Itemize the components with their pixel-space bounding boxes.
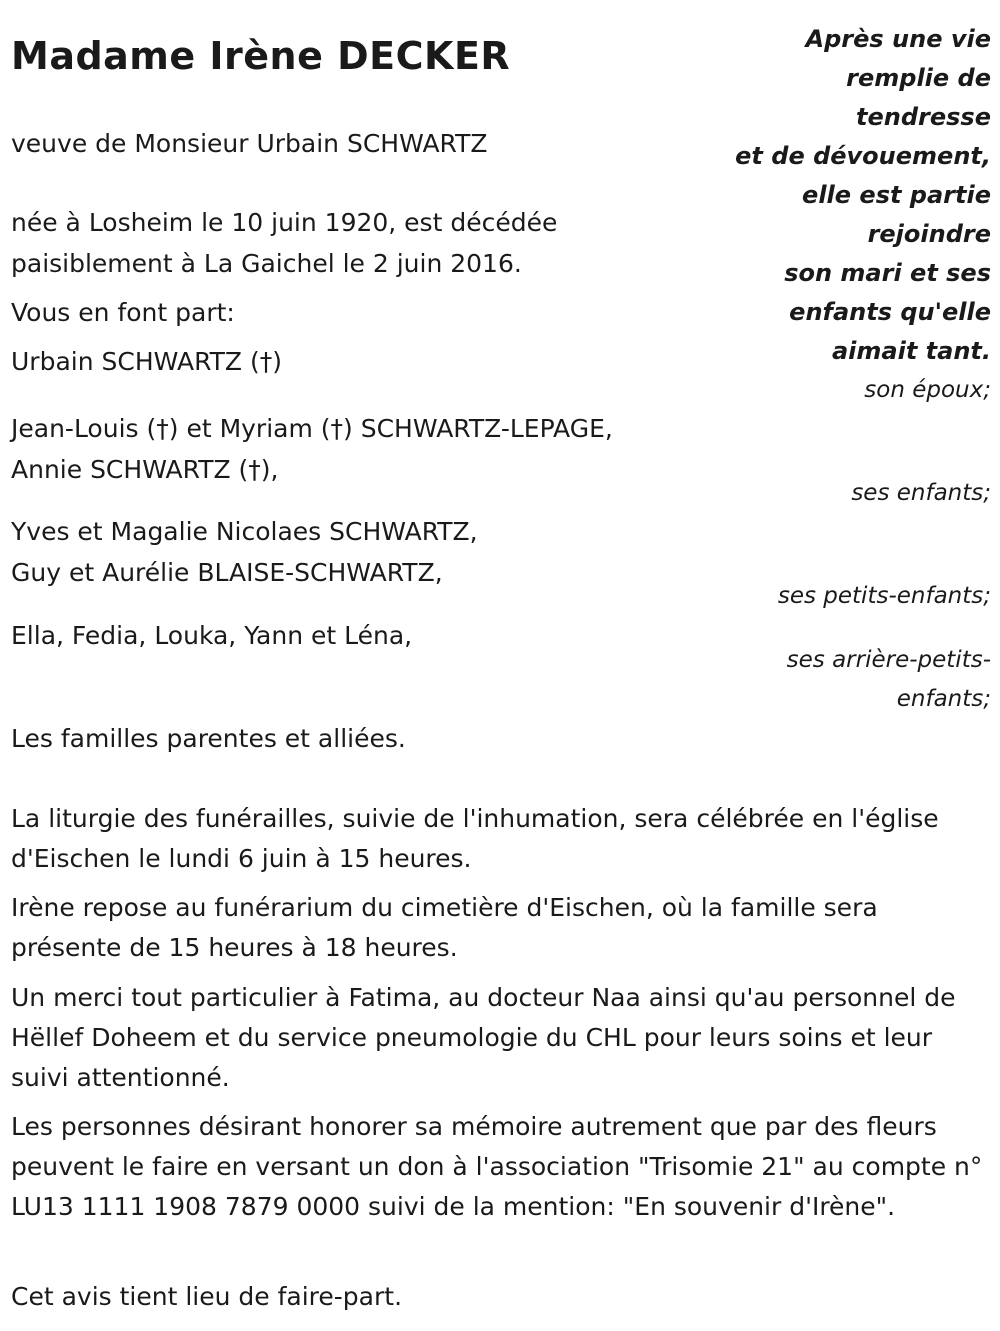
grandchildren-role	[691, 577, 991, 616]
grandchildren-name-2: Guy et Aurélie BLAISE-SCHWARTZ,	[11, 558, 443, 587]
widow-of-line: veuve de Monsieur Urbain SCHWARTZ	[11, 129, 488, 158]
grandchildren-role-label: ses petits-enfants;	[777, 583, 991, 609]
great-grandchildren-role	[691, 641, 991, 719]
children-role	[691, 474, 991, 513]
funeral-paragraph: La liturgie des funérailles, suivie de l'inhumation, sera célébrée en l'église d'Eischen le lundi 6 juin à 15 heures.	[11, 804, 939, 873]
great-grandchildren-role-line-1: ses arrière-petits-	[786, 647, 991, 673]
quote-line: remplie de	[846, 64, 991, 92]
great-grandchildren-names: Ella, Fedia, Louka, Yann et Léna,	[11, 621, 413, 650]
children-role-label: ses enfants;	[851, 480, 991, 506]
quote-line: elle est partie	[802, 181, 991, 209]
grandchildren-name-1: Yves et Magalie Nicolaes SCHWARTZ,	[11, 517, 478, 546]
quote-line: rejoindre	[867, 220, 991, 248]
quote-line: son mari et ses	[784, 259, 991, 287]
great-grandchildren-role-line-2: enfants;	[896, 686, 991, 712]
quote-line: aimait tant.	[831, 337, 991, 365]
deceased-name-heading: Madame Irène DECKER	[11, 34, 511, 78]
quote-line: et de dévouement,	[735, 142, 991, 170]
birth-death-line-2: paisiblement à La Gaichel le 2 juin 2016.	[11, 249, 522, 278]
donation-paragraph: Les personnes désirant honorer sa mémoire autrement que par des fleurs peuvent le faire en versant un don à l'association "Trisomie 21" au compte n° LU13 1111 1908 7879 0000 suivi de la mention: "En souvenir d'Irène".	[11, 1112, 983, 1221]
closing-line: Cet avis tient lieu de faire-part.	[11, 1282, 403, 1311]
epitaph-quote	[701, 20, 991, 371]
quote-line: enfants qu'elle	[789, 298, 991, 326]
children-name-2: Annie SCHWARTZ (†),	[11, 455, 279, 484]
spouse-role-label: son époux;	[864, 377, 991, 403]
children-name-1: Jean-Louis (†) et Myriam (†) SCHWARTZ-LEPAGE,	[11, 414, 613, 443]
families-line: Les familles parentes et alliées.	[11, 724, 406, 753]
funerarium-paragraph: Irène repose au funérarium du cimetière d'Eischen, où la famille sera présente de 15 heures à 18 heures.	[11, 893, 878, 962]
quote-line: Après une vie	[805, 25, 991, 53]
spouse-role	[691, 371, 991, 410]
quote-line: tendresse	[856, 103, 991, 131]
spouse-name: Urbain SCHWARTZ (†)	[11, 347, 282, 376]
thanks-paragraph: Un merci tout particulier à Fatima, au docteur Naa ainsi qu'au personnel de Hëllef Doheem et du service pneumologie du CHL pour leurs soins et leur suivi attentionné.	[11, 983, 956, 1092]
birth-death-line-1: née à Losheim le 10 juin 1920, est décédée	[11, 208, 558, 237]
announce-line: Vous en font part:	[11, 298, 235, 327]
